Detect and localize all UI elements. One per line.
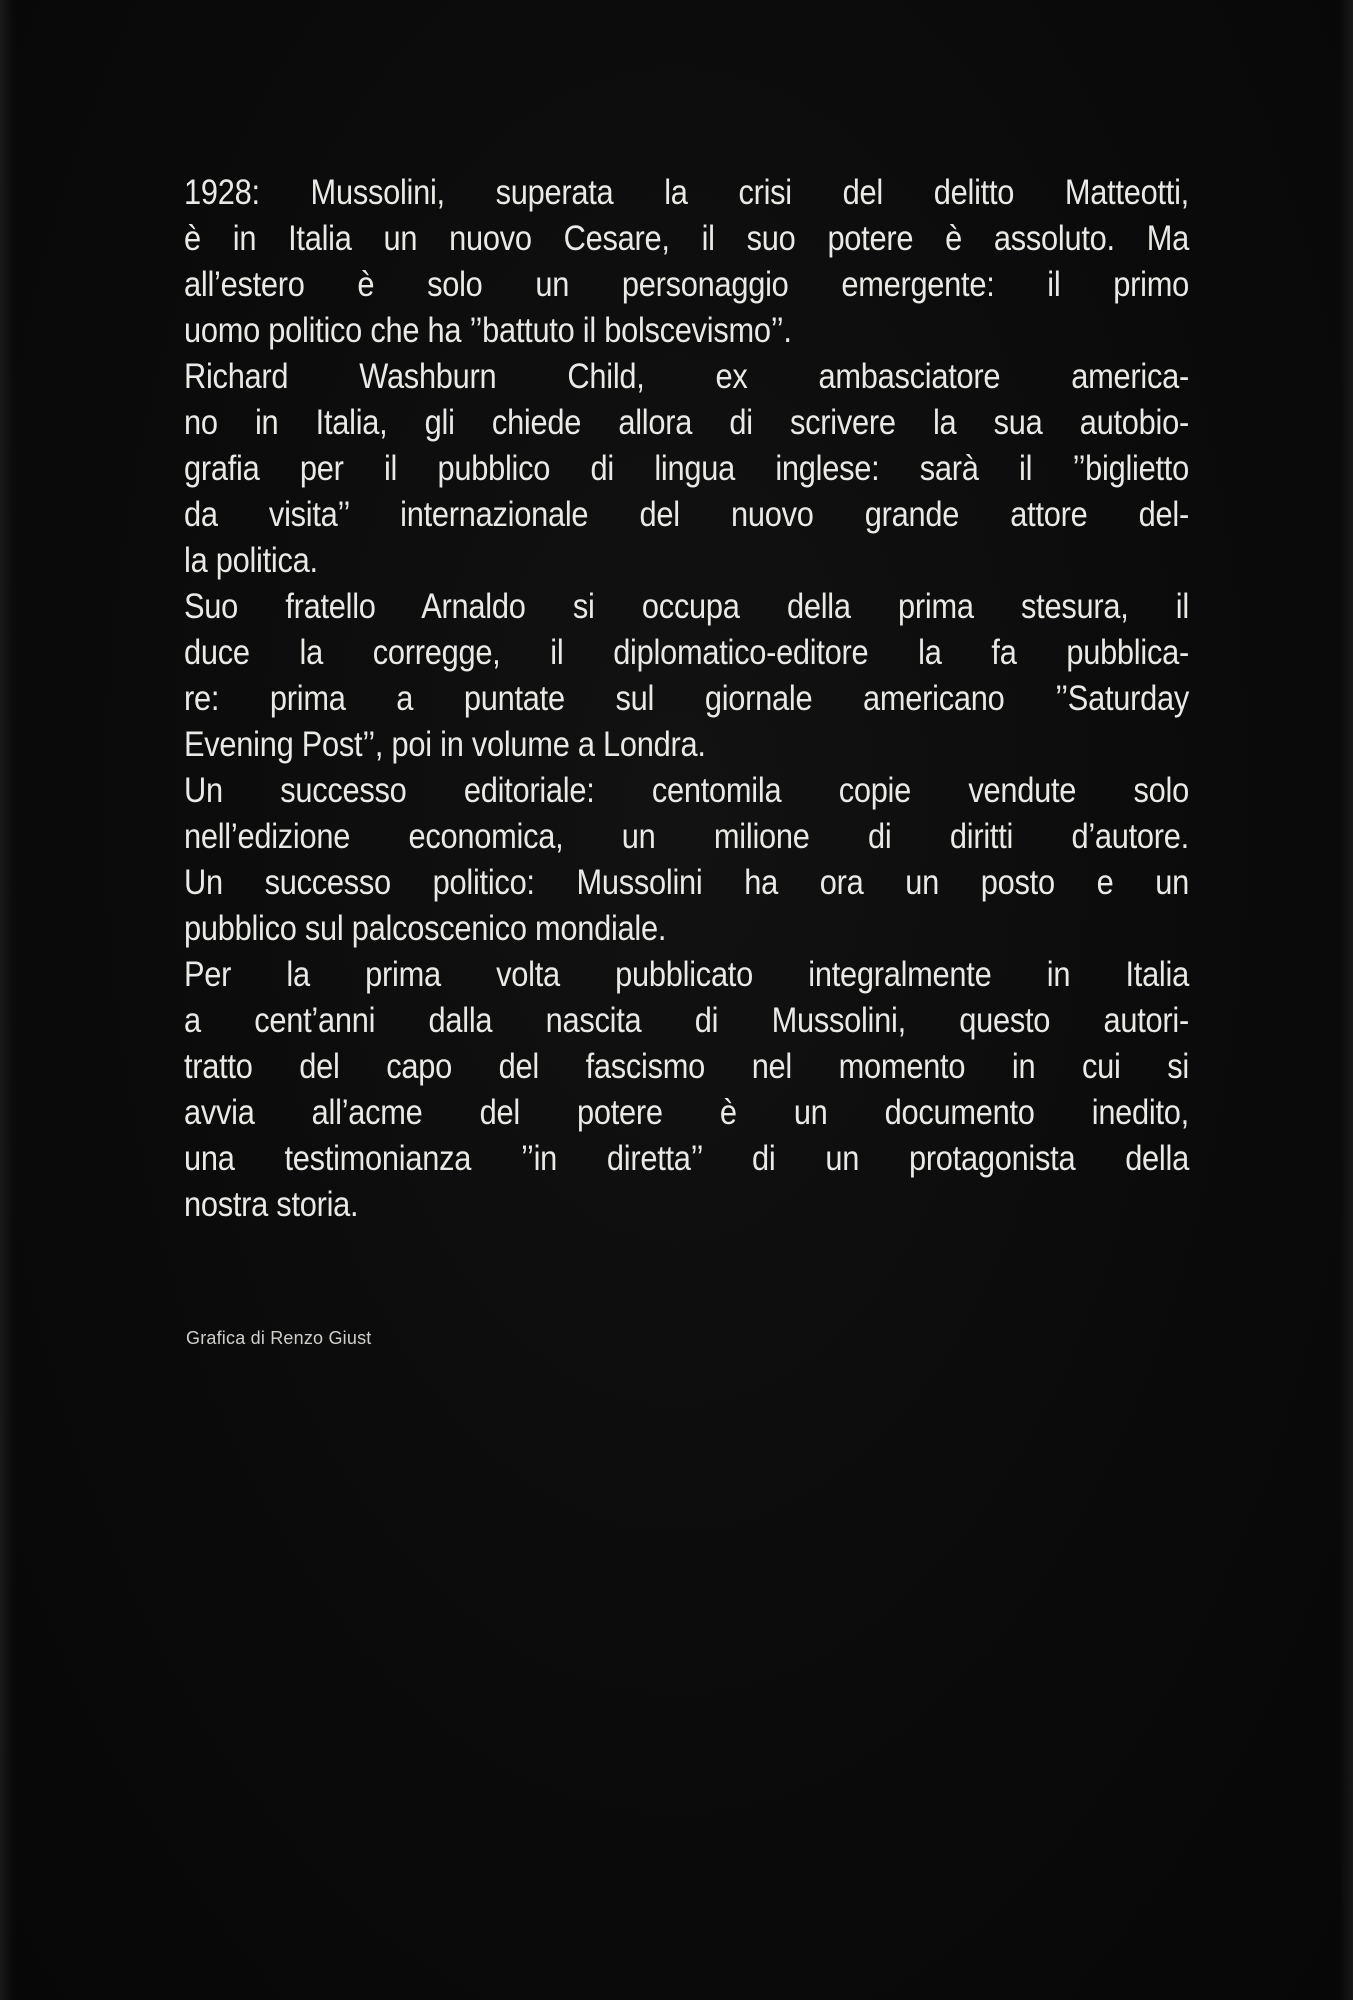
blurb-text [184,170,1189,1228]
blurb-line: nostra storia. [184,1185,359,1224]
blurb-line: grafia per il pubblico di lingua inglese: sarà il ’’biglietto [184,449,1189,488]
blurb-line: nell’edizione economica, un milione di diritti d’autore. [184,817,1189,856]
blurb-line: a cent’anni dalla nascita di Mussolini, questo autori- [184,1001,1189,1040]
blurb-line: avvia all’acme del potere è un documento inedito, [184,1093,1189,1132]
blurb-line: Per la prima volta pubblicato integralmente in Italia [184,955,1189,994]
blurb-line: pubblico sul palcoscenico mondiale. [184,909,667,948]
blurb-line: Suo fratello Arnaldo si occupa della prima stesura, il [184,587,1189,626]
blurb-line: tratto del capo del fascismo nel momento in cui si [184,1047,1189,1086]
cover-right-edge [1339,0,1353,2000]
blurb-line: Un successo editoriale: centomila copie vendute solo [184,771,1189,810]
blurb-line: è in Italia un nuovo Cesare, il suo potere è assoluto. Ma [184,219,1189,258]
blurb-line: duce la corregge, il diplomatico-editore la fa pubblica- [184,633,1189,672]
blurb-line: da visita’’ internazionale del nuovo grande attore del- [184,495,1189,534]
blurb-line: no in Italia, gli chiede allora di scrivere la sua autobio- [184,403,1189,442]
design-credit: Grafica di Renzo Giust [186,1328,372,1348]
blurb-line: la politica. [184,541,318,580]
blurb-line: 1928: Mussolini, superata la crisi del delitto Matteotti, [184,173,1189,212]
blurb-line: re: prima a puntate sul giornale americano ’’Saturday [184,679,1189,718]
blurb-line: uomo politico che ha ’’battuto il bolscevismo’’. [184,311,792,350]
blurb-line: all’estero è solo un personaggio emergente: il primo [184,265,1189,304]
blurb-line: Evening Post’’, poi in volume a Londra. [184,725,706,764]
blurb-line: Un successo politico: Mussolini ha ora un posto e un [184,863,1189,902]
blurb-line: una testimonianza ’’in diretta’’ di un protagonista della [184,1139,1189,1178]
blurb-line: Richard Washburn Child, ex ambasciatore america- [184,357,1189,396]
cover-left-edge [0,0,14,2000]
